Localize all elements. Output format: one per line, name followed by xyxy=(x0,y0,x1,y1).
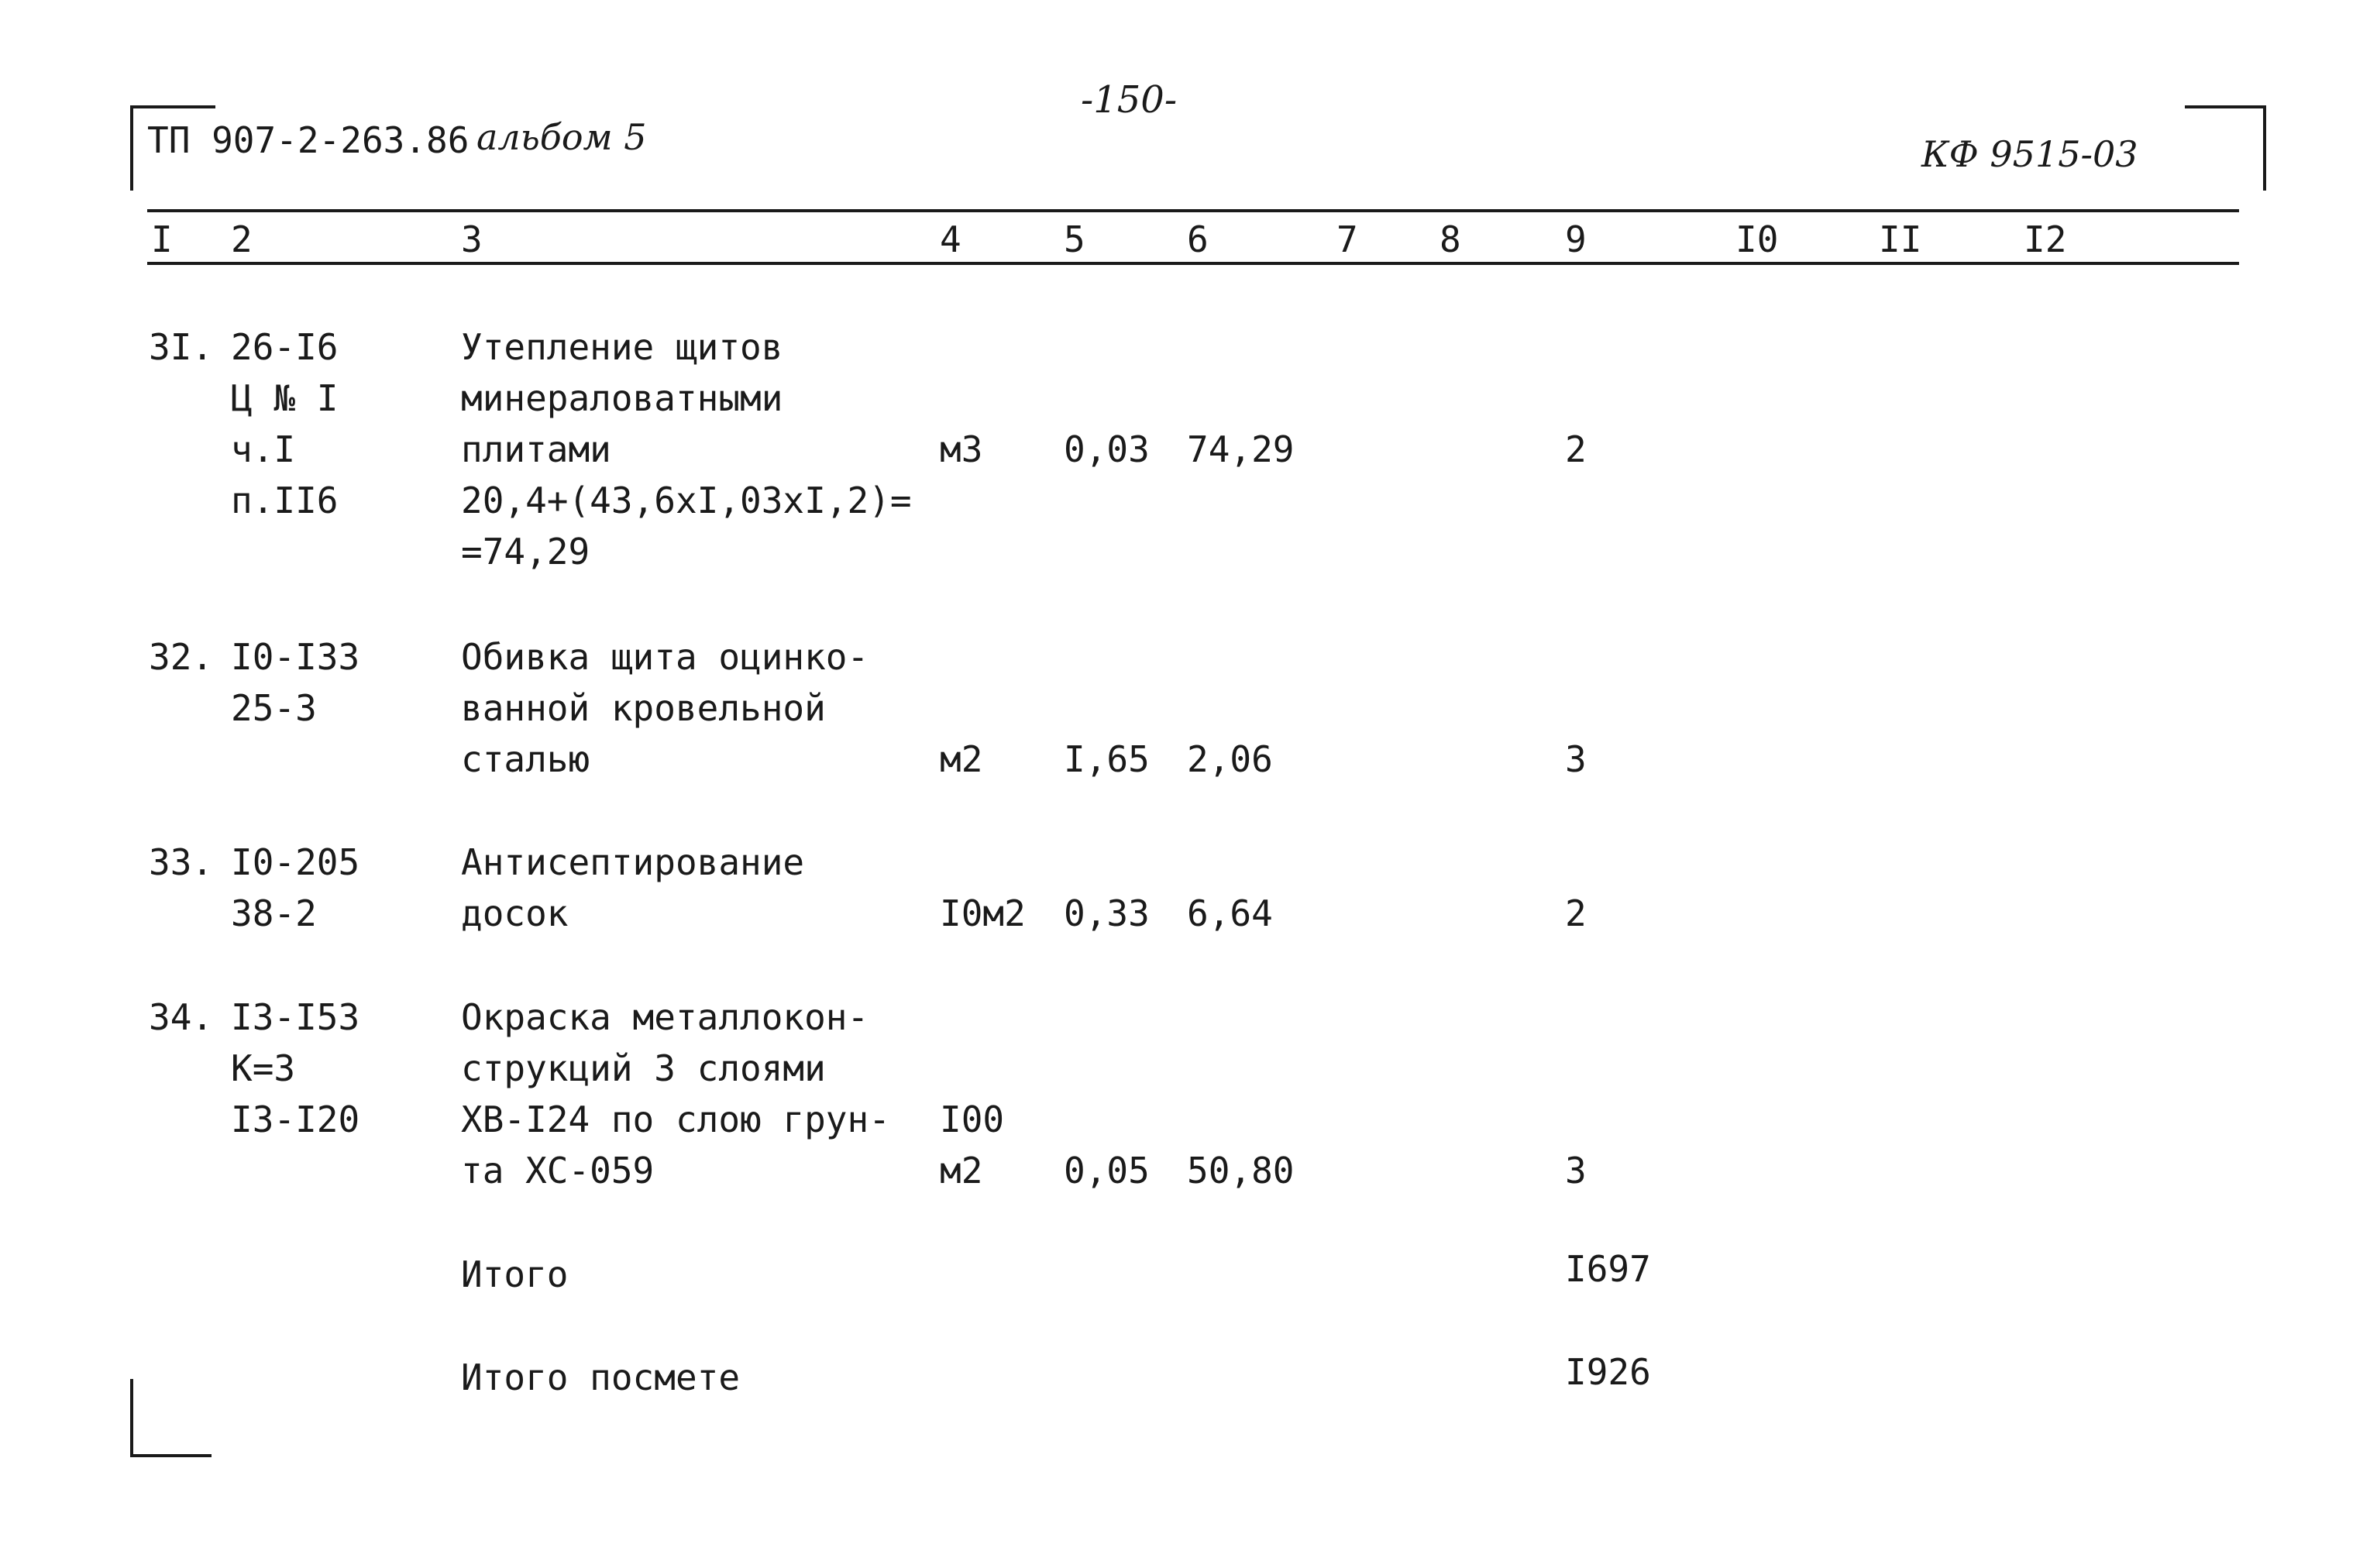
col-header-2: 2 xyxy=(231,218,253,260)
row-code: I3-I53 К=3 I3-I20 xyxy=(231,996,360,1140)
col-header-6: 6 xyxy=(1187,218,1209,260)
row-description: Антисептирование досок xyxy=(461,841,805,934)
album-label: альбом 5 xyxy=(476,116,647,158)
frame-left-bottom xyxy=(130,1379,133,1456)
row-col6: 50,80 xyxy=(1187,1150,1295,1191)
row-code: I0-205 38-2 xyxy=(231,841,360,934)
row-col5: 0,05 xyxy=(1064,1150,1150,1191)
col-header-9: 9 xyxy=(1565,218,1587,260)
frame-top-left xyxy=(130,105,215,108)
row-col5: 0,03 xyxy=(1064,428,1150,470)
row-unit: I00 м2 xyxy=(940,1099,1005,1191)
row-col9: 3 xyxy=(1565,738,1587,780)
page-number: -150- xyxy=(1081,78,1178,122)
row-col9: 3 xyxy=(1565,1150,1587,1191)
col-header-11: II xyxy=(1879,218,1922,260)
col-header-5: 5 xyxy=(1064,218,1085,260)
col-header-1: I xyxy=(151,218,173,260)
row-number: 34. xyxy=(149,996,214,1038)
col-header-4: 4 xyxy=(940,218,961,260)
row-col5: 0,33 xyxy=(1064,892,1150,934)
row-col9: 2 xyxy=(1565,428,1587,470)
header-rule-bottom xyxy=(147,262,2239,265)
frame-bottom-left xyxy=(130,1454,212,1457)
row-code: I0-I33 25-3 xyxy=(231,636,360,729)
row-description: Обивка щита оцинко- ванной кровельной сталью xyxy=(461,636,869,780)
frame-top-right xyxy=(2185,105,2266,108)
row-code: 26-I6 Ц № I ч.I п.II6 xyxy=(231,326,339,521)
row-description: Окраска металлокон- струкций 3 слоями ХВ-I24 по слою грун- та ХС-059 xyxy=(461,996,890,1191)
sheet-code: КФ 9515-03 xyxy=(1921,133,2138,175)
row-unit: м2 xyxy=(940,738,983,780)
col-header-10: I0 xyxy=(1735,218,1779,260)
total-value: I697 xyxy=(1565,1248,1651,1290)
row-col9: 2 xyxy=(1565,892,1587,934)
row-number: 3I. xyxy=(149,326,214,368)
col-header-7: 7 xyxy=(1336,218,1358,260)
col-header-8: 8 xyxy=(1440,218,1461,260)
row-col6: 6,64 xyxy=(1187,892,1273,934)
row-unit: I0м2 xyxy=(940,892,1026,934)
grand-total-value: I926 xyxy=(1565,1351,1651,1393)
row-number: 32. xyxy=(149,636,214,678)
row-unit: м3 xyxy=(940,428,983,470)
row-col5: I,65 xyxy=(1064,738,1150,780)
row-col6: 74,29 xyxy=(1187,428,1295,470)
frame-right-top xyxy=(2263,105,2266,191)
col-header-3: 3 xyxy=(461,218,483,260)
doc-code: ТП 907-2-263.86 xyxy=(147,119,470,161)
grand-total-label: Итого посмете xyxy=(461,1357,741,1398)
total-label: Итого xyxy=(461,1253,569,1295)
header-rule-top xyxy=(147,209,2239,212)
col-header-12: I2 xyxy=(2024,218,2067,260)
frame-left-top xyxy=(130,105,133,191)
row-col6: 2,06 xyxy=(1187,738,1273,780)
row-description: Утепление щитов минераловатными плитами 20,4+(43,6хI,03хI,2)= =74,29 xyxy=(461,326,912,573)
row-number: 33. xyxy=(149,841,214,883)
